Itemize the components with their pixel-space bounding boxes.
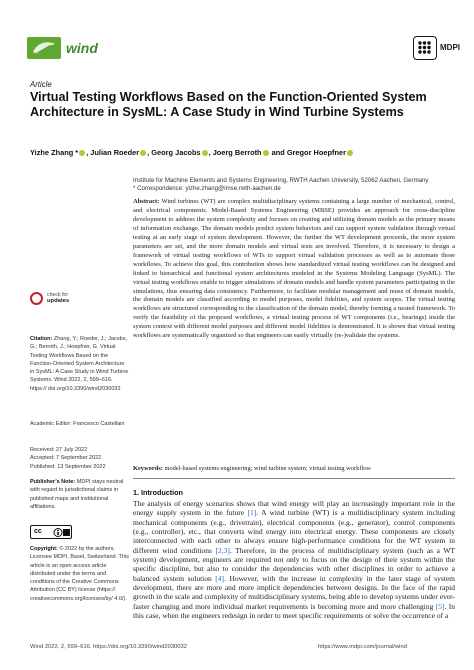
received-date: Received: 27 July 2022 — [30, 447, 88, 453]
abstract-text: Wind turbines (WT) are complex multidisciplinary systems containing a large number of mechanical, control, and electrical components. Model-Based Systems Engineering (MBSE) provides an approach for cross-discipline development to address the system complexity and focuses on creating and utilizing domain models as the primary means of information exchange. The domain models predict system behaviors and can support system validation through virtual testing at an early stage of system development. However, the further the WT development proceeds, the more system parameters are set, and the more domain models and virtual tests are involved. Therefore, it is necessary to design a framework of virtual testing workflows of WTs to support virtual validation processes as well as to automate those workflows. To achieve this goal, this contribution shows how standardized virtual testing workflows can be designed and linked to hierarchical and functional system architectures modeled in the Systems Modeling Language (SysML). The virtual testing workflows enable to trigger simulations of domain models and handle system parameters participating in the simulations, thus ensuring data consistency. Furthermore, to facilitate modular management and reuse of domain models, the domain models are classified according to model purposes, model fidelities, and system scopes. The virtual testing workflows are structured corresponding to the classification of the domain model, thereby forming a nested framework. To verify the feasibility of the proposed workflows, a virtual testing process of WT components (i.e., bearings) inside the system context with different model purposes and different model fidelities is demonstrated. It is shown that virtual testing workflows are systematically organized so that engineers can easily virtually (re-)validate the systems. — [133, 198, 455, 340]
cc-logo-text: cc — [34, 528, 42, 535]
copyright-text: © 2022 by the authors. Licensee MDPI, Basel, Switzerland. This article is an open access article distributed under the terms and conditions of the Creative Commons Attribution (CC BY) license (https:// creativecommons.org/licenses/by/ 4.0/). — [30, 546, 129, 602]
orcid-icon[interactable] — [79, 150, 85, 156]
check-updates-icon — [30, 292, 43, 305]
intro-text: The analysis of energy scenarios shows that wind energy will play an increasingly important role in the energy supply system in the future — [133, 499, 455, 518]
abstract — [133, 198, 455, 341]
citation-block — [30, 335, 130, 393]
reference-link[interactable]: [5] — [435, 601, 445, 611]
accepted-date: Accepted: 7 September 2022 — [30, 455, 102, 462]
correspondence: * Correspondence: yizhe.zhang@imse.rwth-aachen.de — [133, 185, 281, 193]
journal-logo — [27, 37, 61, 59]
published-date: Published: 13 September 2022 — [30, 463, 106, 470]
dates-block — [30, 446, 130, 471]
keywords-label: Keywords: — [133, 465, 163, 472]
citation-label: Citation: — [30, 336, 53, 342]
orcid-icon[interactable] — [140, 150, 146, 156]
author-name[interactable]: Joerg Berroth — [212, 148, 262, 157]
publisher-note — [30, 478, 130, 511]
leaf-icon — [27, 37, 61, 59]
check-updates-line1: check for — [47, 292, 69, 298]
affiliation-block — [133, 177, 453, 194]
reference-link[interactable]: [4] — [215, 573, 225, 583]
editor-name: Francesco Castellani — [73, 421, 125, 427]
abstract-label: Abstract: — [133, 198, 160, 205]
author-name[interactable]: Julian Roeder — [90, 148, 140, 157]
publisher-logo-text: MDPI — [440, 43, 460, 52]
author-name[interactable]: Georg Jacobs — [151, 148, 201, 157]
orcid-icon[interactable] — [347, 150, 353, 156]
mdpi-logo-icon — [413, 36, 437, 60]
intro-text: . In this case, when the engineers redesign in order to meet specific requirements or solve the occurrence of a — [133, 601, 455, 621]
affiliation: Institute for Machine Elements and Systems Engineering, RWTH Aachen University, 52062 Aachen, Germany — [133, 177, 429, 184]
article-title: Virtual Testing Workflows Based on the Function-Oriented System Architecture in SysML: A Case Study in Wind Turbine Systems — [30, 90, 427, 119]
by-icon — [53, 527, 71, 538]
footer-citation[interactable]: Wind 2022, 2, 599–616. https://doi.org/10.3390/wind2030032 — [30, 644, 187, 650]
article-type: Article — [30, 80, 52, 89]
footer-journal-link[interactable]: https://www.mdpi.com/journal/wind — [318, 644, 407, 650]
intro-text: . However, with the increase in complexity in the later stage of system development, there are more and more implicit dependencies between designs. In the face of the rapid growth in the scale and complexity of multidisciplinary systems, being able to develop systems under ever-faster changing and more individual market requirements is becoming more and more challenging — [133, 573, 455, 611]
intro-text: . A wind turbine (WT) is a multidisciplinary system including mechanical components (e.g., drivetrain), electrical components (e.g., generator), control components (e.g., controller), etc., that converts wind energy into electrical energy. These components are closely interconnected with each other to always ensure high-performance conditions for the WT system in different wind conditions — [133, 508, 455, 555]
section-heading: 1. Introduction — [133, 488, 183, 497]
check-for-updates-button[interactable] — [30, 292, 108, 308]
note-label: Publisher’s Note: — [30, 479, 76, 485]
editor-label: Academic Editor: — [30, 421, 72, 427]
reference-link[interactable]: [1] — [247, 508, 257, 518]
copyright-label: Copyright: — [30, 546, 58, 552]
check-updates-line2: updates — [47, 298, 70, 304]
editor-block — [30, 420, 130, 428]
note-text: MDPI stays neutral with regard to jurisdictional claims in published maps and institutional affiliations. — [30, 479, 124, 510]
divider — [133, 478, 455, 479]
author-list: Yizhe Zhang * , Julian Roeder , Georg Jacobs , Joerg Berroth and Gregor Hoepfner — [30, 148, 455, 157]
reference-link[interactable]: [2,3] — [215, 545, 230, 555]
citation-text[interactable]: Zhang, Y.; Roeder, J.; Jacobs, G.; Berroth, J.; Hoepfner, G. Virtual Testing Workflows Based on the Function-Oriented System Architecture in SysML: A Case Study in Wind Turbine Systems. Wind 2022, 2, 599–616. https:// doi.org/10.3390/wind2030032 — [30, 336, 129, 392]
author-name[interactable]: Yizhe Zhang * — [30, 148, 79, 157]
author-name[interactable]: Gregor Hoepfner — [286, 148, 346, 157]
intro-paragraph — [133, 499, 455, 620]
keywords — [133, 465, 455, 474]
copyright-block — [30, 545, 130, 603]
keywords-text: model-based systems engineering; wind turbine system; virtual testing workflow — [164, 465, 372, 472]
cc-by-license-icon[interactable] — [30, 525, 72, 539]
orcid-icon[interactable] — [263, 150, 269, 156]
journal-name: wind — [66, 40, 98, 56]
orcid-icon[interactable] — [202, 150, 208, 156]
intro-text: . Therefore, in the process of multidisciplinary system (such as a WT system) development, engineers are required not only to focus on the design of their system within the specific discipline, but also to consider the dependencies with other disciplines in order to achieve a balanced system solution — [133, 545, 455, 583]
